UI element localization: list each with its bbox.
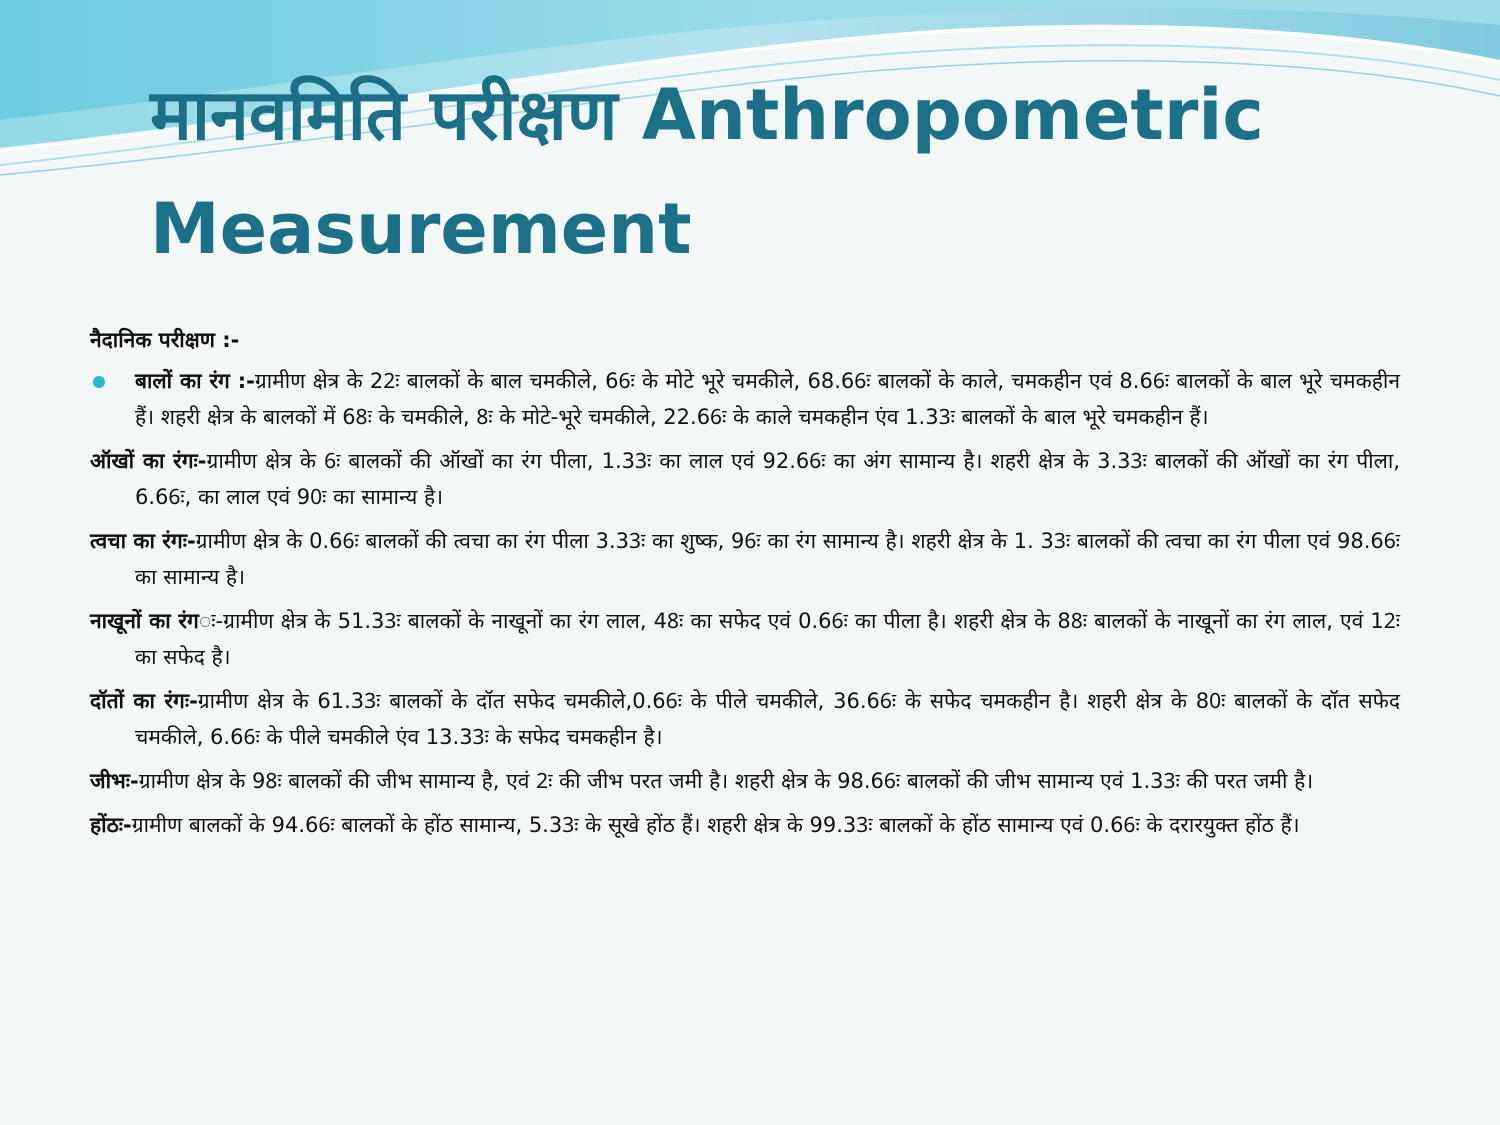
- item-label: जीभः-: [90, 769, 139, 793]
- item-text: ग्रामीण क्षेत्र के 6ः बालकों की ऑखों का रंग पीला, 1.33ः का लाल एवं 92.66ः का अंग सामान्य है। शहरी क्षेत्र के 3.33ः बालकों की ऑखों का रंग पीला, 6.66ः, का लाल एवं 90ः का सामान्य है।: [135, 449, 1400, 509]
- list-item-lips: [90, 807, 1400, 843]
- section-heading: नैदानिक परीक्षण :-: [90, 328, 240, 352]
- slide-title: मानवमिति परीक्षण Anthropometric Measurement: [150, 74, 1264, 270]
- bullet-icon: [93, 376, 105, 388]
- item-text: ग्रामीण क्षेत्र के 0.66ः बालकों की त्वचा का रंग पीला 3.33ः का शुष्क, 96ः का रंग सामान्य है। शहरी क्षेत्र के 1. 33ः बालकों की त्वचा का रंग पीला एवं 98.66ः का सामान्य है।: [135, 529, 1400, 589]
- list-item-nail-color: [90, 603, 1400, 675]
- item-text: ग्रामीण बालकों के 94.66ः बालकों के होंठ सामान्य, 5.33ः के सूखे होंठ हैं। शहरी क्षेत्र के 99.33ः बालकों के होंठ सामान्य एवं 0.66ः के दरारयुक्त होंठ हैं।: [131, 813, 1300, 837]
- item-label: दॉतों का रंगः-: [90, 689, 198, 713]
- slide-content: [90, 322, 1400, 851]
- list-item-tongue: [90, 763, 1400, 799]
- item-label: त्वचा का रंगः-: [90, 529, 196, 553]
- item-label: ऑखों का रंगः-: [90, 449, 207, 473]
- item-label: होंठः-: [90, 813, 132, 837]
- list-item-teeth-color: [90, 683, 1400, 755]
- list-item-hair-color: [90, 363, 1400, 435]
- item-text: ग्रामीण क्षेत्र के 98ः बालकों की जीभ सामान्य है, एवं 2ः की जीभ परत जमी है। शहरी क्षेत्र के 98.66ः बालकों की जीभ सामान्य एवं 1.33ः की परत जमी है।: [138, 769, 1314, 793]
- list-item-eye-color: [90, 443, 1400, 515]
- item-text: ग्रामीण क्षेत्र के 61.33ः बालकों के दॉत सफेद चमकीले,0.66ः के पीले चमकीले, 36.66ः के सफेद चमकहीन है। शहरी क्षेत्र के 80ः बालकों के दॉत सफेद चमकीले, 6.66ः के पीले चमकीले एंव 13.33ः के सफेद चमकहीन है।: [135, 689, 1400, 749]
- item-text: ः-ग्रामीण क्षेत्र के 51.33ः बालकों के नाखूनों का रंग लाल, 48ः का सफेद एवं 0.66ः का पीला है। शहरी क्षेत्र के 88ः बालकों के नाखूनों का रंग लाल, एवं 12ः का सफेद है।: [135, 609, 1401, 669]
- list-item-skin-color: [90, 523, 1400, 595]
- item-label: बालों का रंग :-: [135, 369, 255, 393]
- item-text: ग्रामीण क्षेत्र के 22ः बालकों के बाल चमकीले, 66ः के मोटे भूरे चमकीले, 68.66ः बालकों के काले, चमकहीन एवं 8.66ः बालकों के बाल भूरे चमकहीन हैं। शहरी क्षेत्र के बालकों में 68ः के चमकीले, 8ः के मोटे-भूरे चमकीले, 22.66ः के काले चमकहीन एंव 1.33ः बालकों के बाल भूरे चमकहीन हैं।: [135, 369, 1400, 429]
- item-label: नाखूनों का रंग: [90, 609, 199, 633]
